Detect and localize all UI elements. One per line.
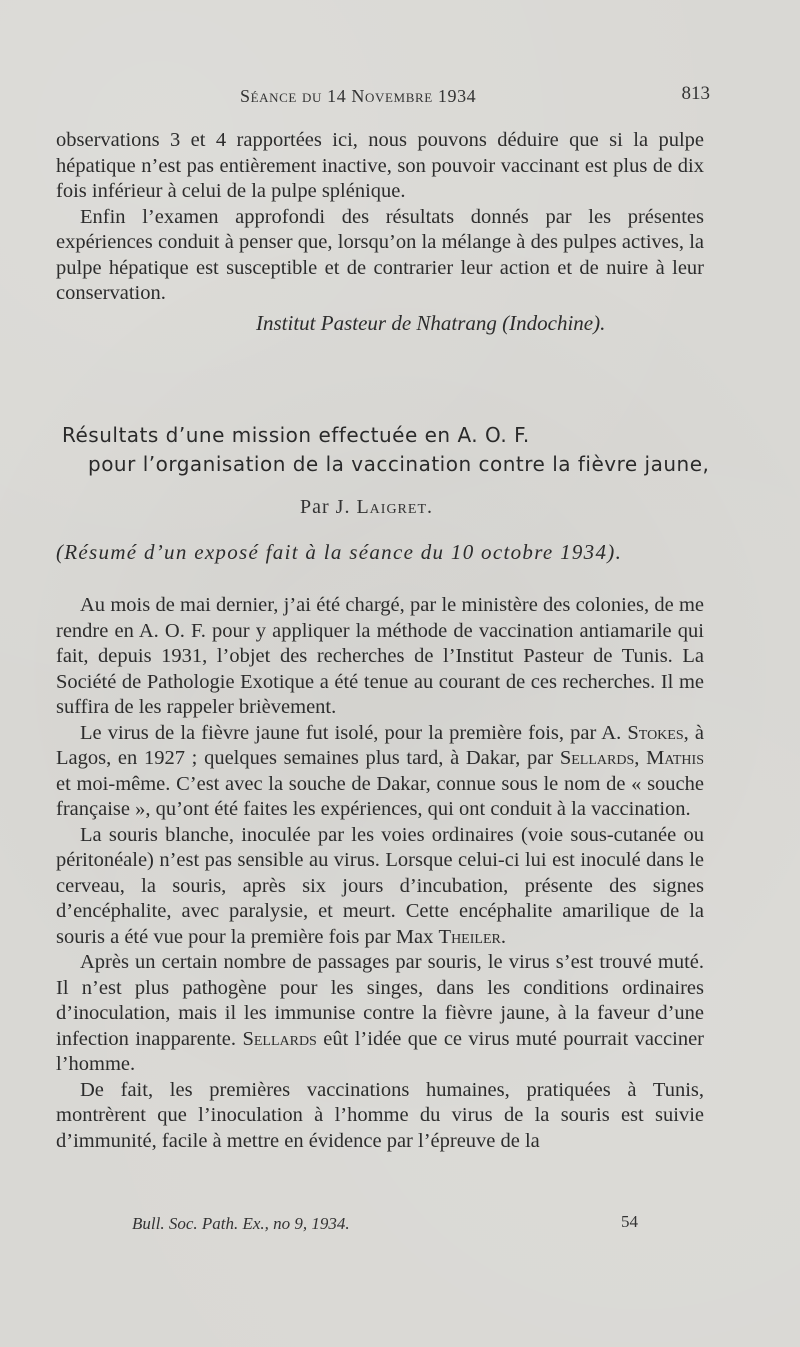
footer-signature: 54: [621, 1212, 638, 1231]
paragraph: Après un certain nombre de passages par souris, le virus s’est trouvé muté. Il n’est plus pathogène pour les singes, dans les conditions ordinaires d’inoculation, mais il les immunise contre la fièvre jaune, à la faveur d’une infection inapparente. Sellards eût l’idée que ce virus muté pourrait vacciner l’homme.: [56, 951, 704, 1075]
paragraph: Le virus de la fièvre jaune fut isolé, pour la première fois, par A. Stokes, à Lagos, en 1927 ; quelques semaines plus tard, à Dakar, par Sellards, Mathis et moi-même. C’est avec la souche de Dakar, connue sous le nom de « souche française », qu’ont été faites les expériences, qui ont conduit à la vaccination.: [56, 721, 704, 820]
article-body: [56, 593, 704, 1154]
paragraph: Enfin l’examen approfondi des résultats donnés par les présentes expériences conduit à penser que, lorsqu’on la mélange à des pulpes actives, la pulpe hépatique est susceptible et de contrarier leur action et de nuire à leur conservation.: [56, 205, 704, 304]
paragraph: observations 3 et 4 rapportées ici, nous pouvons déduire que si la pulpe hépatique n’est pas entièrement inactive, son pouvoir vaccinant est plus de dix fois inférieur à celui de la pulpe splénique.: [56, 129, 704, 202]
paragraph: La souris blanche, inoculée par les voies ordinaires (voie sous-cutanée ou péritonéale) n’est pas sensible au virus. Lorsque celui-ci lui est inoculé dans le cerveau, la souris, après six jours d’incubation, présente des signes d’encéphalite, avec paralysie, et meurt. Cette encéphalite amarilique de la souris a été vue pour la première fois par Max Theiler.: [56, 823, 704, 948]
previous-article-text: [56, 128, 704, 307]
running-head: Séance du 14 Novembre 1934: [240, 86, 477, 106]
institution-signature: Institut Pasteur de Nhatrang (Indochine).: [256, 311, 606, 335]
article-title-line-2: pour l’organisation de la vaccination contre la fièvre jaune,: [88, 452, 710, 476]
article-title-line-1: Résultats d’une mission effectuée en A. O. F.: [62, 423, 530, 447]
author-prefix: Par J.: [300, 496, 351, 518]
footer-citation: Bull. Soc. Path. Ex., no 9, 1934.: [132, 1214, 350, 1233]
author-ref: Mathis: [646, 747, 704, 769]
paragraph: Au mois de mai dernier, j’ai été chargé, par le ministère des colonies, de me rendre en A. O. F. pour y appliquer la méthode de vaccination antiamarile qui fait, depuis 1931, l’objet des recherches de l’Institut Pasteur de Tunis. La Société de Pathologie Exotique a été tenue au courant de ces recherches. Il me suffira de les rappeler brièvement.: [56, 594, 704, 718]
page-number: 813: [681, 83, 710, 104]
author-line: [300, 496, 433, 519]
paragraph: De fait, les premières vaccinations humaines, pratiquées à Tunis, montrèrent que l’inoculation à l’homme du virus de la souris est suivie d’immunité, facile à mettre en évidence par l’épreuve de la: [56, 1078, 704, 1152]
author-ref: Stokes: [627, 721, 684, 744]
author-name: Laigret.: [356, 496, 433, 518]
author-ref: Sellards: [242, 1027, 317, 1050]
abstract-note: (Résumé d’un exposé fait à la séance du 10 octobre 1934).: [56, 540, 623, 564]
author-ref: Sellards: [559, 747, 635, 769]
author-ref: Theiler: [438, 925, 501, 948]
